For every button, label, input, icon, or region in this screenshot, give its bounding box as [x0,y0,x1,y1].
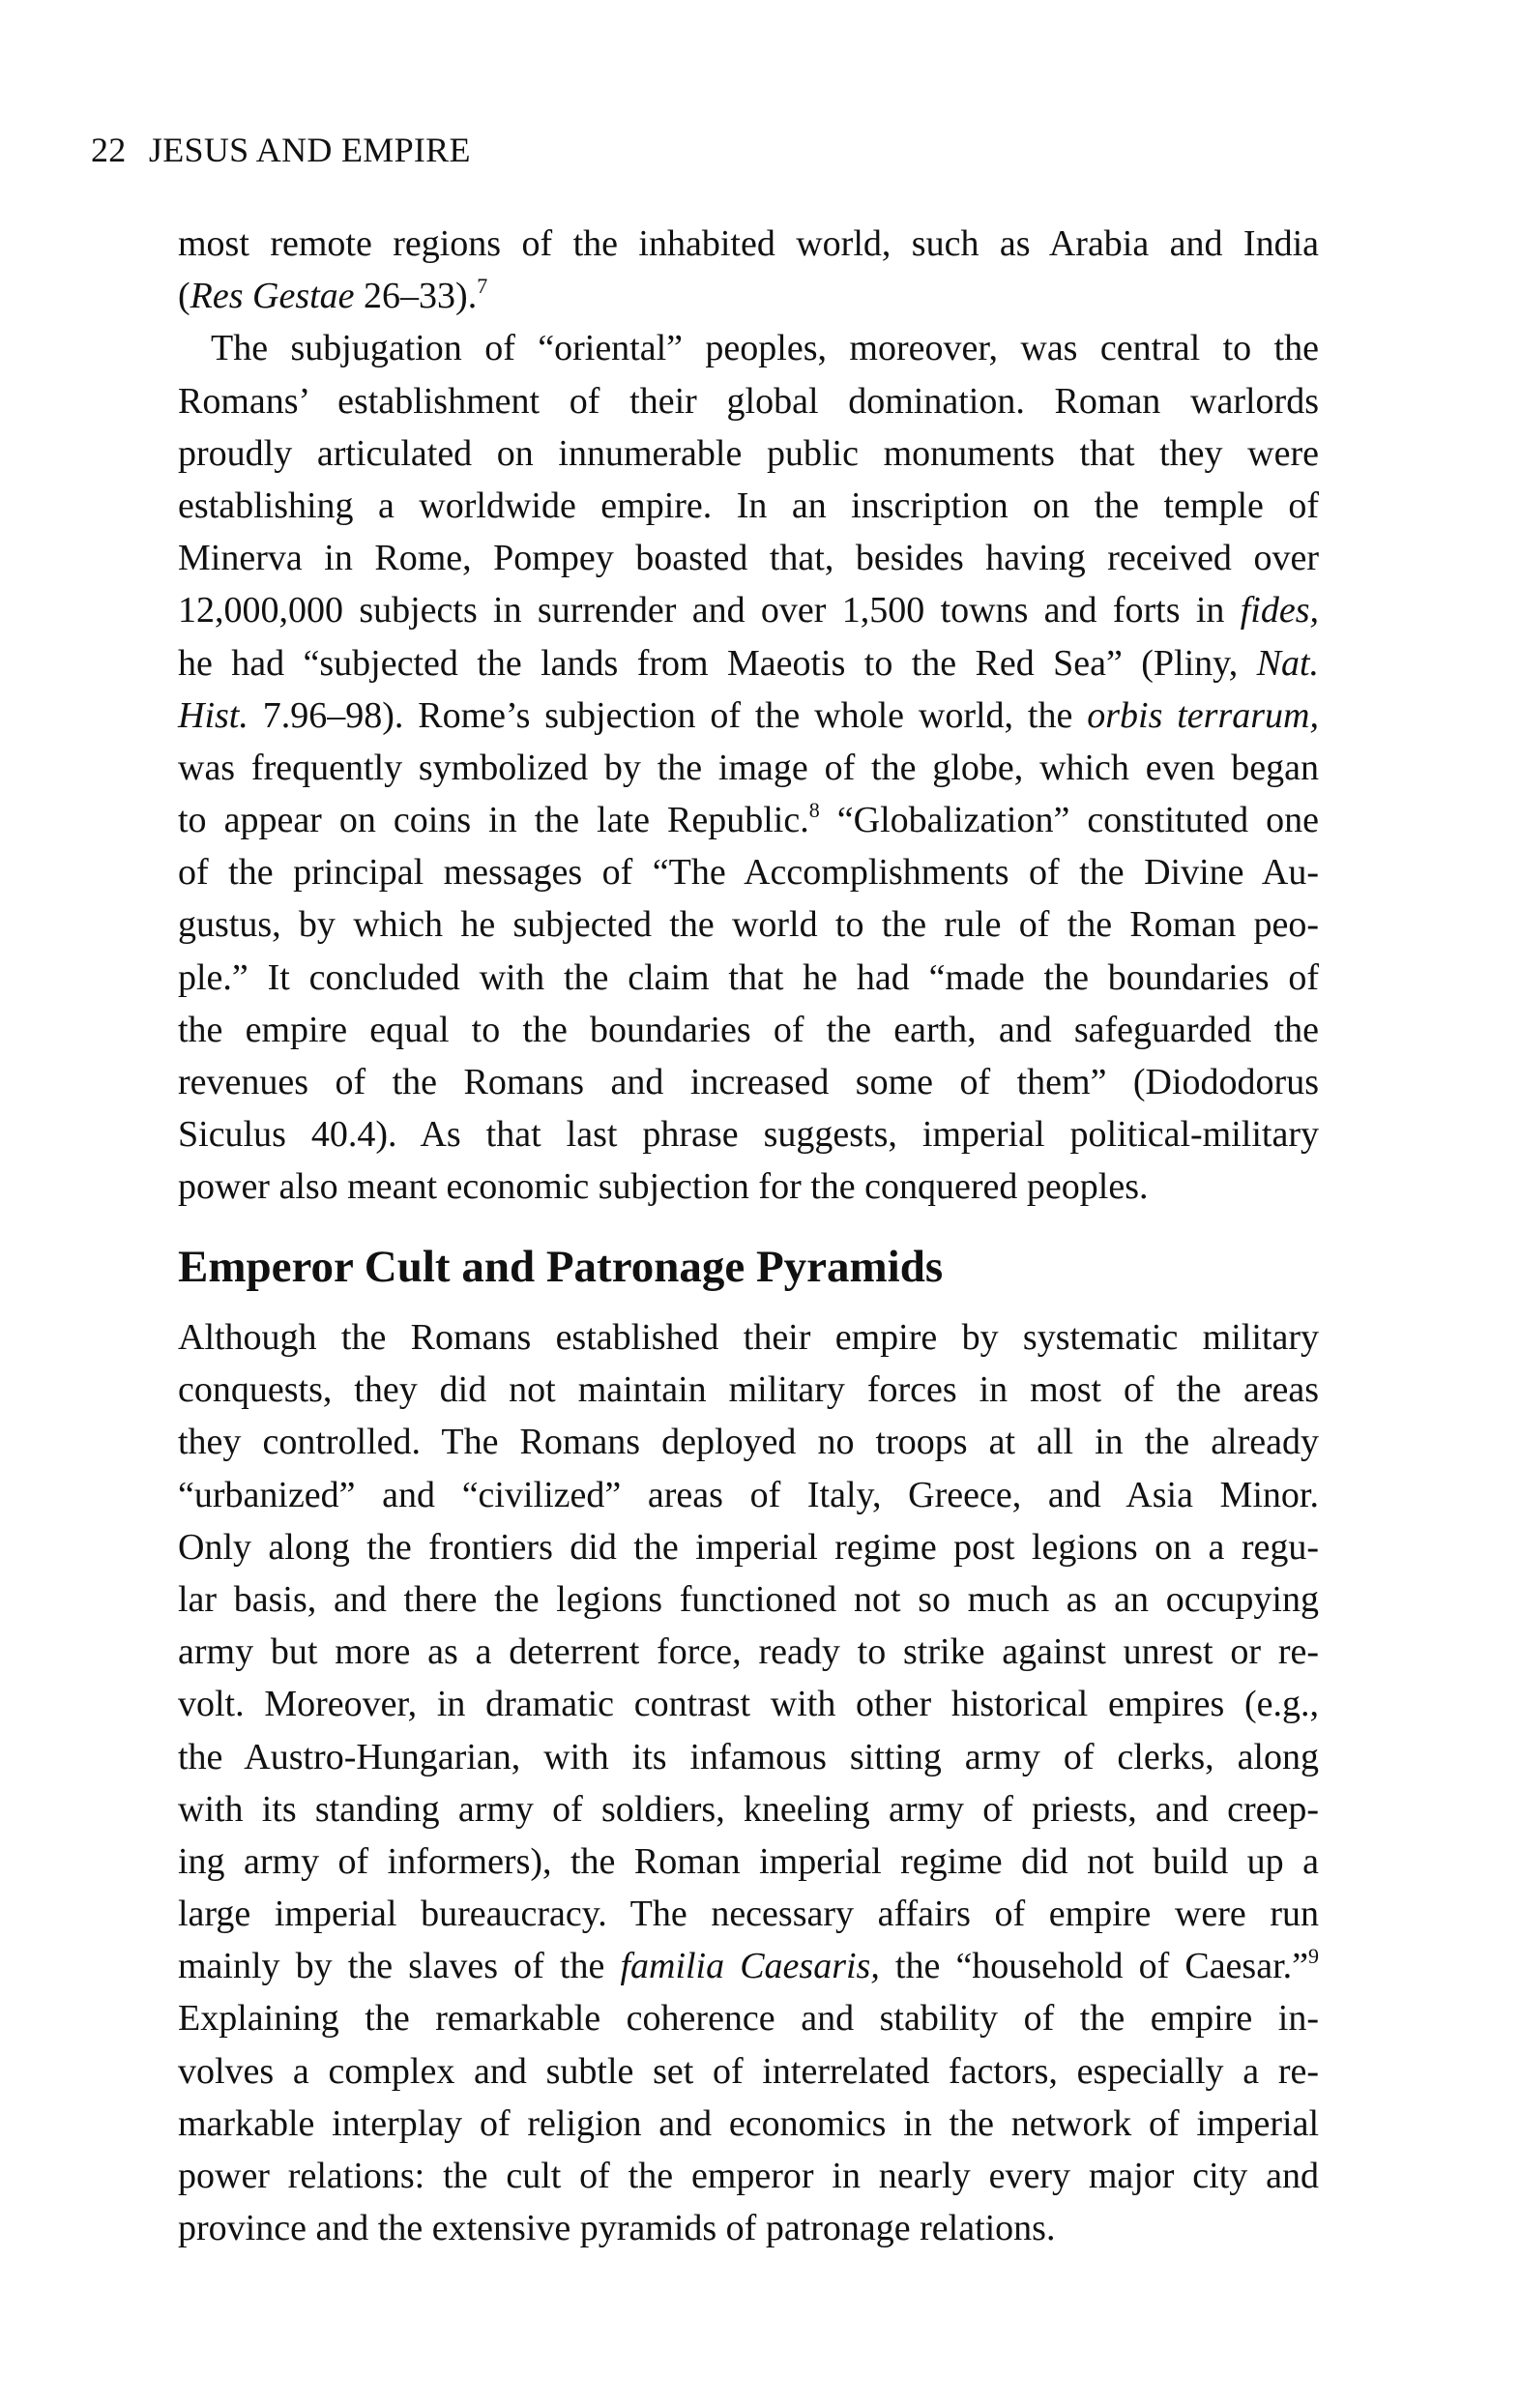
text-line: Explaining the remarkable coherence and stability of the empire in- [178,1998,1319,2040]
text-line: large imperial bureaucracy. The necessary affairs of empire were run [178,1894,1319,1935]
paragraph [178,218,1319,322]
text-line: Hist. 7.96–98). Rome’s subjection of the whole world, the orbis terrarum, [178,694,1319,736]
text-line: province and the extensive pyramids of patronage relations. [178,2208,1056,2249]
text-line: Although the Romans established their empire by systematic military [178,1317,1319,1358]
text-line: power also meant economic subjection for the conquered peoples. [178,1166,1149,1208]
paragraph [178,1311,1319,2254]
text-line: volt. Moreover, in dramatic contrast with other historical empires (e.g., [178,1684,1319,1725]
text-line: Romans’ establishment of their global domination. Roman warlords [178,380,1319,422]
text-line: (Res Gestae 26–33).$^7$ [178,274,488,317]
text-line: ple.” It concluded with the claim that he had “made the boundaries of [178,956,1319,998]
running-title: JESUS AND EMPIRE [148,131,471,169]
text-line: Minerva in Rome, Pompey boasted that, besides having received over [178,538,1319,579]
text-line: The subjugation of “oriental” peoples, moreover, was central to the [211,328,1319,369]
text-line: 12,000,000 subjects in surrender and over 1,500 towns and forts in fides, [178,590,1319,631]
text-line: lar basis, and there the legions functioned not so much as an occupying [178,1578,1319,1620]
text-line: with its standing army of soldiers, kneeling army of priests, and creep- [178,1788,1319,1830]
body-text-bottom [178,1311,1319,2254]
page-number: 22 [91,131,127,169]
text-line: gustus, by which he subjected the world to the rule of the Roman peo- [178,904,1319,946]
text-line: markable interplay of religion and economics in the network of imperial [178,2102,1319,2144]
text-line: army but more as a deterrent force, ready to strike against unrest or re- [178,1631,1319,1673]
text-line: mainly by the slaves of the familia Caesaris, the “household of Caesar.”$^9$ [178,1944,1320,1987]
running-head [91,130,471,170]
text-line: of the principal messages of “The Accomplishments of the Divine Au- [178,852,1319,894]
text-line: volves a complex and subtle set of interrelated factors, especially a re- [178,2050,1319,2092]
text-line: most remote regions of the inhabited world, such as Arabia and India [178,223,1319,264]
paragraph [178,322,1319,1213]
text-line: the Austro-Hungarian, with its infamous sitting army of clerks, along [178,1736,1319,1777]
section-heading: Emperor Cult and Patronage Pyramids [178,1242,944,1292]
text-line: Siculus 40.4). As that last phrase suggests, imperial political-military [178,1114,1319,1156]
text-line: to appear on coins in the late Republic.$^8$ “Globalization” constituted one [178,798,1319,841]
body-text-top [178,218,1319,1214]
text-line: was frequently symbolized by the image of the globe, which even began [178,747,1319,788]
text-line: proudly articulated on innumerable public monuments that they were [178,432,1319,474]
text-line: power relations: the cult of the emperor in nearly every major city and [178,2156,1319,2196]
text-line: establishing a worldwide empire. In an inscription on the temple of [178,485,1319,526]
text-line: ing army of informers), the Roman imperial regime did not build up a [178,1840,1319,1882]
text-line: he had “subjected the lands from Maeotis to the Red Sea” (Pliny, Nat. [178,642,1319,684]
text-line: they controlled. The Romans deployed no troops at all in the already [178,1422,1319,1463]
text-line: conquests, they did not maintain military forces in most of the areas [178,1369,1319,1411]
text-line: revenues of the Romans and increased some of them” (Diododorus [178,1062,1319,1102]
text-line: “urbanized” and “civilized” areas of Italy, Greece, and Asia Minor. [178,1474,1319,1515]
text-line: Only along the frontiers did the imperial regime post legions on a regu- [178,1526,1319,1568]
text-line: the empire equal to the boundaries of the earth, and safeguarded the [178,1009,1319,1050]
